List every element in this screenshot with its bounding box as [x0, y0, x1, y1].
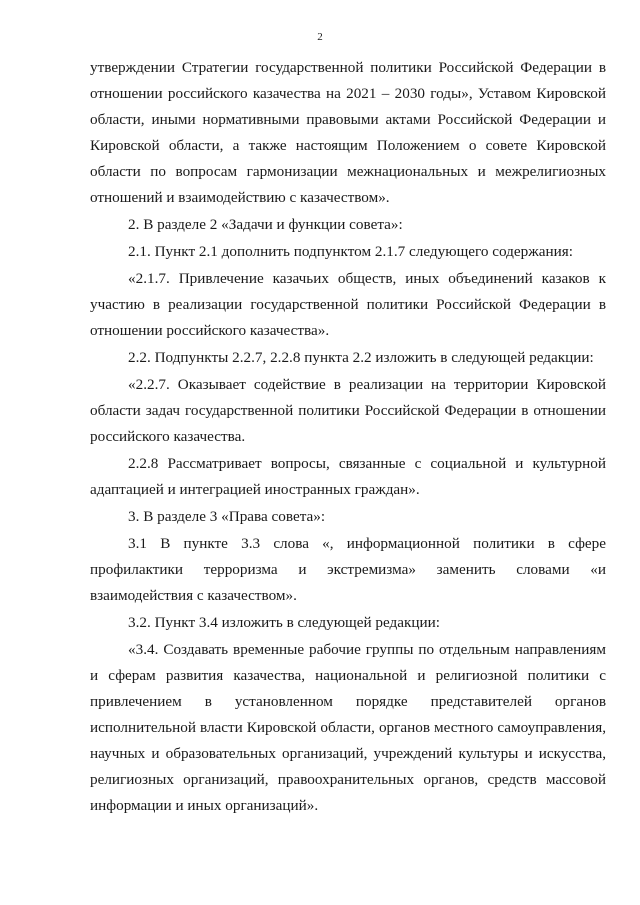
- paragraph-subitem-2-1-7: «2.1.7. Привлечение казачьих обществ, иных объединений казаков к участию в реализации государственной политики Российской Федерации в отношении российского казачества».: [90, 270, 606, 339]
- page-number: 2: [317, 31, 323, 43]
- paragraph-section-2-heading: 2. В разделе 2 «Задачи и функции совета»:: [128, 216, 403, 233]
- paragraph-item-2-2: 2.2. Подпункты 2.2.7, 2.2.8 пункта 2.2 изложить в следующей редакции:: [128, 349, 594, 366]
- paragraph-subitem-2-2-7: «2.2.7. Оказывает содействие в реализации на территории Кировской области задач государственной политики Российской Федерации в отношении российского казачества.: [90, 376, 606, 445]
- paragraph-item-3-4: «3.4. Создавать временные рабочие группы по отдельным направлениям и сферам развития казачества, национальной и религиозной политики с привлечением в установленном порядке представителей органов исполнительной власти Кировской области, органов местного самоуправления, научных и образовательных организаций, учреждений культуры и искусства, религиозных организаций, правоохранительных органов, средств массовой информации и иных организаций».: [90, 641, 606, 814]
- paragraph-section-3-heading: 3. В разделе 3 «Права совета»:: [128, 508, 326, 525]
- document-body: [90, 55, 606, 819]
- paragraph-strategy-continuation: утверждении Стратегии государственной политики Российской Федерации в отношении российского казачества на 2021 – 2030 годы», Уставом Кировской области, иными нормативными правовыми актами Российской Федерации и Кировской области, а также настоящим Положением о совете Кировской области по вопросам гармонизации межнациональных и межрелигиозных отношений и взаимодействию с казачеством».: [90, 59, 606, 206]
- paragraph-subitem-2-2-8: 2.2.8 Рассматривает вопросы, связанные с социальной и культурной адаптацией и интеграцией иностранных граждан».: [90, 455, 606, 498]
- paragraph-item-3-1: 3.1 В пункте 3.3 слова «, информационной политики в сфере профилактики терроризма и экстремизма» заменить словами «и взаимодействия с казачеством».: [90, 535, 606, 604]
- paragraph-item-2-1: 2.1. Пункт 2.1 дополнить подпунктом 2.1.7 следующего содержания:: [128, 243, 573, 260]
- paragraph-item-3-2: 3.2. Пункт 3.4 изложить в следующей редакции:: [128, 614, 441, 631]
